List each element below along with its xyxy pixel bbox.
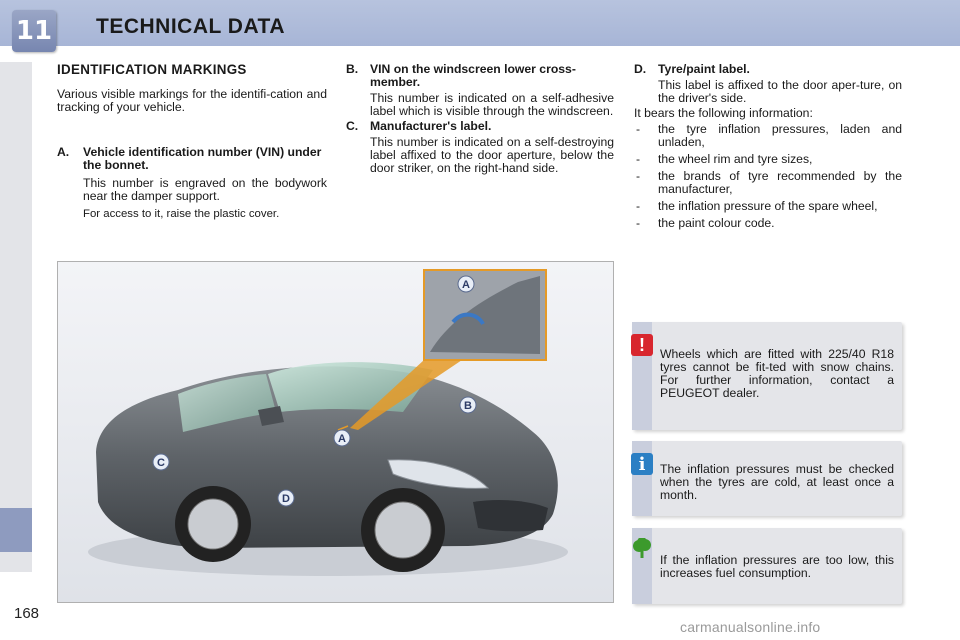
car-illustration	[57, 261, 614, 603]
info-icon: i	[631, 453, 653, 475]
svg-text:A: A	[462, 279, 470, 291]
marker-c	[153, 454, 169, 470]
item-marker: B.	[346, 62, 359, 76]
column-middle	[346, 63, 614, 175]
notice-text: The inflation pressures must be checked when the tyres are cold, at least once a month.	[660, 462, 894, 502]
svg-text:A: A	[338, 433, 346, 445]
intro-text: Various visible markings for the identifi-cation and tracking of your vehicle.	[57, 87, 327, 114]
item-title: Manufacturer's label.	[370, 119, 492, 133]
item-title: VIN on the windscreen lower cross-member.	[370, 62, 576, 89]
item-a	[57, 146, 327, 221]
marker-a-inset	[458, 276, 474, 292]
list-item: - the wheel rim and tyre sizes,	[636, 152, 813, 166]
exclamation-icon: !	[631, 334, 653, 356]
column-right	[634, 63, 902, 234]
item-body: This number is indicated on a self-destroying label affixed to the door aperture, below the door striker, on the right-hand side.	[370, 135, 614, 175]
section-heading: IDENTIFICATION MARKINGS	[57, 62, 247, 77]
item-note: For access to it, raise the plastic cover.	[83, 208, 280, 220]
side-chapter-tab	[0, 508, 32, 552]
item-d	[634, 63, 902, 105]
item-title: Vehicle identification number (VIN) under the bonnet.	[83, 145, 322, 172]
svg-text:C: C	[157, 457, 165, 469]
item-marker: D.	[634, 62, 647, 76]
watermark: carmanualsonline.info	[680, 619, 821, 635]
item-c	[346, 120, 614, 175]
eco-notice	[632, 528, 902, 604]
grille	[473, 500, 548, 531]
tyre-label-intro: It bears the following information:	[634, 106, 813, 120]
info-notice	[632, 441, 902, 516]
list-item: - the tyre inflation pressures, laden and unladen,	[636, 122, 902, 149]
marker-b	[460, 397, 476, 413]
item-b	[346, 63, 614, 118]
marker-a	[334, 430, 350, 446]
page-number: 168	[14, 605, 40, 622]
svg-text:D: D	[282, 493, 290, 505]
list-item: - the paint colour code.	[636, 216, 775, 230]
page-title: TECHNICAL DATA	[96, 15, 285, 38]
item-body: This number is indicated on a self-adhesive label which is visible through the windscreen.	[370, 91, 614, 118]
item-title: Tyre/paint label.	[658, 62, 750, 76]
front-rim	[375, 502, 431, 558]
list-item: - the inflation pressure of the spare wheel,	[636, 199, 878, 213]
marker-d	[278, 490, 294, 506]
rear-rim	[188, 499, 238, 549]
svg-text:B: B	[464, 400, 472, 412]
car-drawing	[58, 262, 613, 602]
item-marker: C.	[346, 119, 359, 133]
list-item: - the brands of tyre recommended by the manufacturer,	[636, 169, 902, 196]
item-body: This label is affixed to the door aper-ture, on the driver's side.	[658, 78, 902, 105]
notice-text: If the inflation pressures are too low, this increases fuel consumption.	[660, 553, 894, 580]
tree-icon	[631, 538, 653, 560]
column-left	[57, 63, 327, 221]
side-margin-strip	[0, 62, 32, 572]
notice-text: Wheels which are fitted with 225/40 R18 tyres cannot be fit-ted with snow chains. For further information, contact a PEUGEOT dealer.	[660, 347, 894, 400]
tyre-label-list	[634, 123, 902, 230]
chapter-number-badge: 11	[12, 10, 56, 52]
item-marker: A.	[57, 145, 70, 159]
warning-notice	[632, 322, 902, 430]
item-body: This number is engraved on the bodywork near the damper support.	[83, 176, 327, 203]
